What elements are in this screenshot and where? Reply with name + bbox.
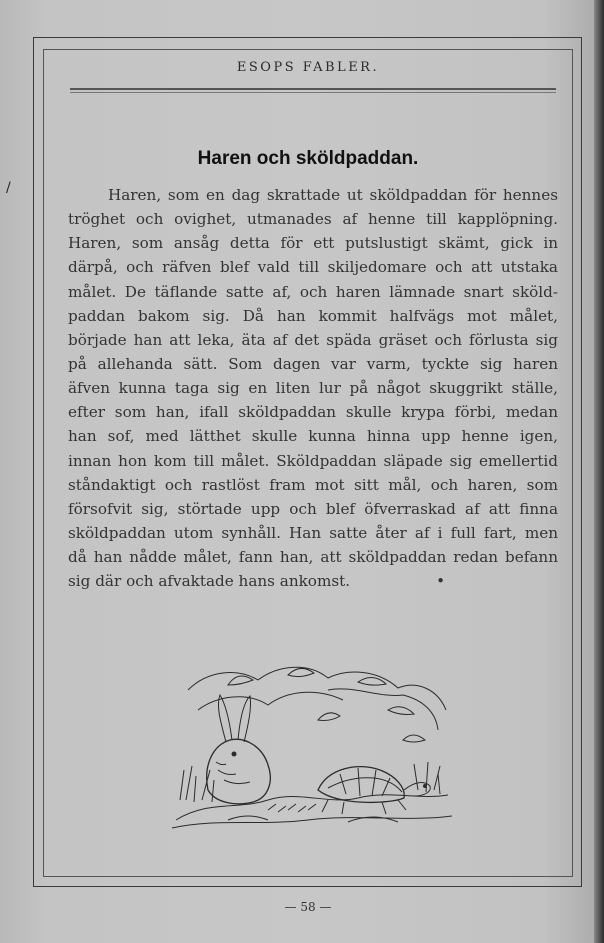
text-line: ståndaktigt och rastlöst fram mot sitt mål, och haren, som xyxy=(68,475,558,494)
text-line: Haren, som en dag skrattade ut sköldpaddan för hennes xyxy=(108,186,558,204)
book-spine-shadow xyxy=(594,0,604,943)
text-line: började han att leka, äta af det späda gräset och förlusta sig xyxy=(68,330,558,349)
header-rule-thin xyxy=(70,92,556,93)
text-line: därpå, och räfven blef vald till skiljedomare och att utstaka xyxy=(68,258,558,277)
text-line: på allehanda sätt. Som dagen var varm, tyckte sig haren xyxy=(68,354,558,373)
header-rule xyxy=(70,88,556,90)
text-line: Haren, som ansåg detta för ett putslustigt skämt, gick in xyxy=(68,234,558,253)
text-line: då han nådde målet, fann han, att sköldpaddan redan befann xyxy=(68,548,558,567)
text-line: försofvit sig, störtade upp och blef öfverraskad af att finna xyxy=(68,499,558,518)
text-line xyxy=(68,569,558,593)
text-line: äfven kunna taga sig en liten lur på något skuggrikt ställe, xyxy=(68,379,558,398)
text-line: målet. De täflande satte af, och haren lämnade snart sköld- xyxy=(68,282,558,301)
text-line: sköldpaddan utom synhåll. Han satte åter af i full fart, men xyxy=(68,523,558,542)
end-mark: • xyxy=(436,572,446,591)
text-line: efter som han, ifall sköldpaddan skulle krypa förbi, medan xyxy=(68,403,558,422)
fable-text xyxy=(68,183,558,593)
text-line: han sof, med lätthet skulle kunna hinna upp henne igen, xyxy=(68,427,558,446)
text-line: paddan bakom sig. Då han kommit halfvägs mot målet, xyxy=(68,306,558,325)
page-number: — 58 — xyxy=(284,900,332,914)
hare-and-tortoise-engraving xyxy=(168,650,454,840)
text-line-final: sig där och afvaktade hans ankomst. xyxy=(68,572,351,591)
text-line: tröghet och ovighet, utmanades af henne till kapplöpning. xyxy=(68,210,558,229)
text-line: innan hon kom till målet. Sköldpaddan släpade sig emellertid xyxy=(68,451,558,470)
running-head: ESOPS FABLER. xyxy=(236,60,380,75)
fable-title: Haren och sköldpaddan. xyxy=(197,148,419,169)
margin-mark: / xyxy=(6,180,11,196)
